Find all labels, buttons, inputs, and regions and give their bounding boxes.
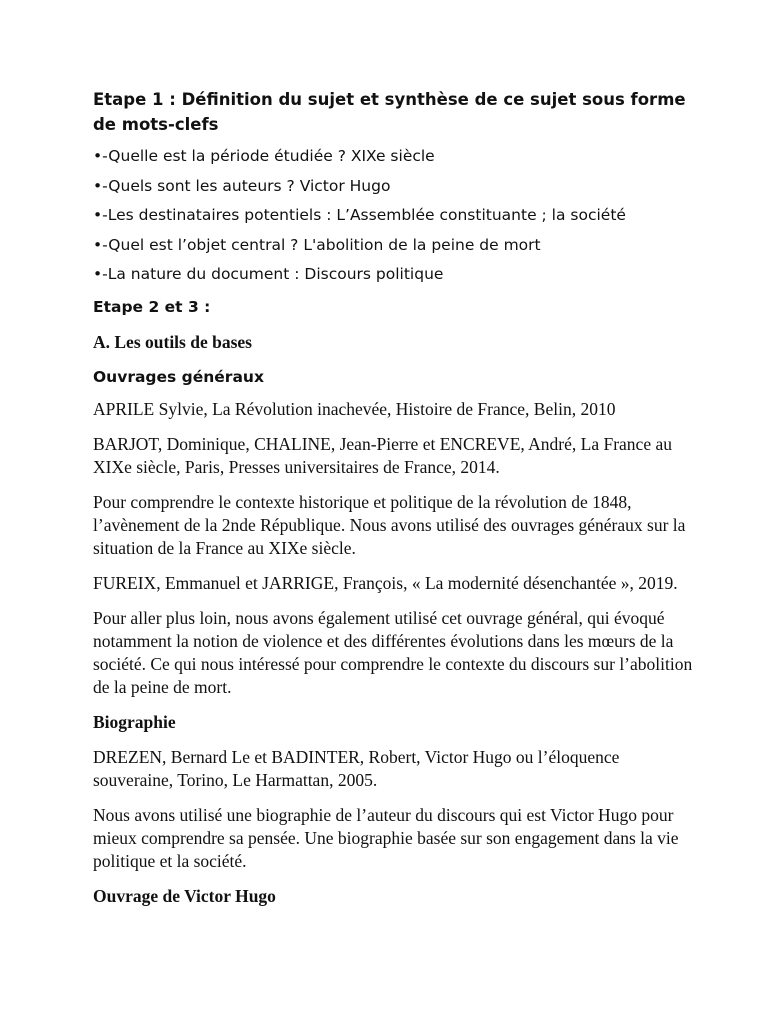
document-body xyxy=(93,87,693,908)
section-a-title: A. Les outils de bases xyxy=(93,332,252,352)
bullet-document-nature: •-La nature du document : Discours politique xyxy=(93,265,444,283)
reference-barjot: BARJOT, Dominique, CHALINE, Jean-Pierre et ENCREVE, André, La France au XIXe siècle, Paris, Presses universitaires de France, 2014. xyxy=(93,434,672,477)
comment-general-works: Pour comprendre le contexte historique et politique de la révolution de 1848, l’avènement de la 2nde République. Nous avons utilisé des ouvrages généraux sur la situation de la France au XIXe siècle. xyxy=(93,492,686,558)
bullet-authors: •-Quels sont les auteurs ? Victor Hugo xyxy=(93,176,391,195)
biography-heading: Biographie xyxy=(93,712,176,732)
reference-drezen: DREZEN, Bernard Le et BADINTER, Robert, Victor Hugo ou l’éloquence souveraine, Torino, Le Harmattan, 2005. xyxy=(93,747,620,790)
hugo-work-heading: Ouvrage de Victor Hugo xyxy=(93,886,276,906)
reference-fureix: FUREIX, Emmanuel et JARRIGE, François, « La modernité désenchantée », 2019. xyxy=(93,573,678,593)
bullet-recipients: •-Les destinataires potentiels : L’Assemblée constituante ; la société xyxy=(93,206,626,224)
bullet-period: •-Quelle est la période étudiée ? XIXe siècle xyxy=(93,147,435,165)
general-works-heading: Ouvrages généraux xyxy=(93,368,264,386)
step23-title: Etape 2 et 3 : xyxy=(93,298,211,316)
step1-title: Etape 1 : Définition du sujet et synthèse de ce sujet sous forme de mots-clefs xyxy=(93,90,686,134)
bullet-central-object: •-Quel est l’objet central ? L'abolition de la peine de mort xyxy=(93,235,541,254)
reference-aprile: APRILE Sylvie, La Révolution inachevée, Histoire de France, Belin, 2010 xyxy=(93,399,616,419)
comment-biography: Nous avons utilisé une biographie de l’auteur du discours qui est Victor Hugo pour mieux comprendre sa pensée. Une biographie basée sur son engagement dans la vie politique et la société. xyxy=(93,805,679,871)
comment-fureix: Pour aller plus loin, nous avons également utilisé cet ouvrage général, qui évoqué notamment la notion de violence et des différentes évolutions dans les mœurs de la société. Ce qui nous intéressé pour comprendre le contexte du discours sur l’abolition de la peine de mort. xyxy=(93,608,693,697)
